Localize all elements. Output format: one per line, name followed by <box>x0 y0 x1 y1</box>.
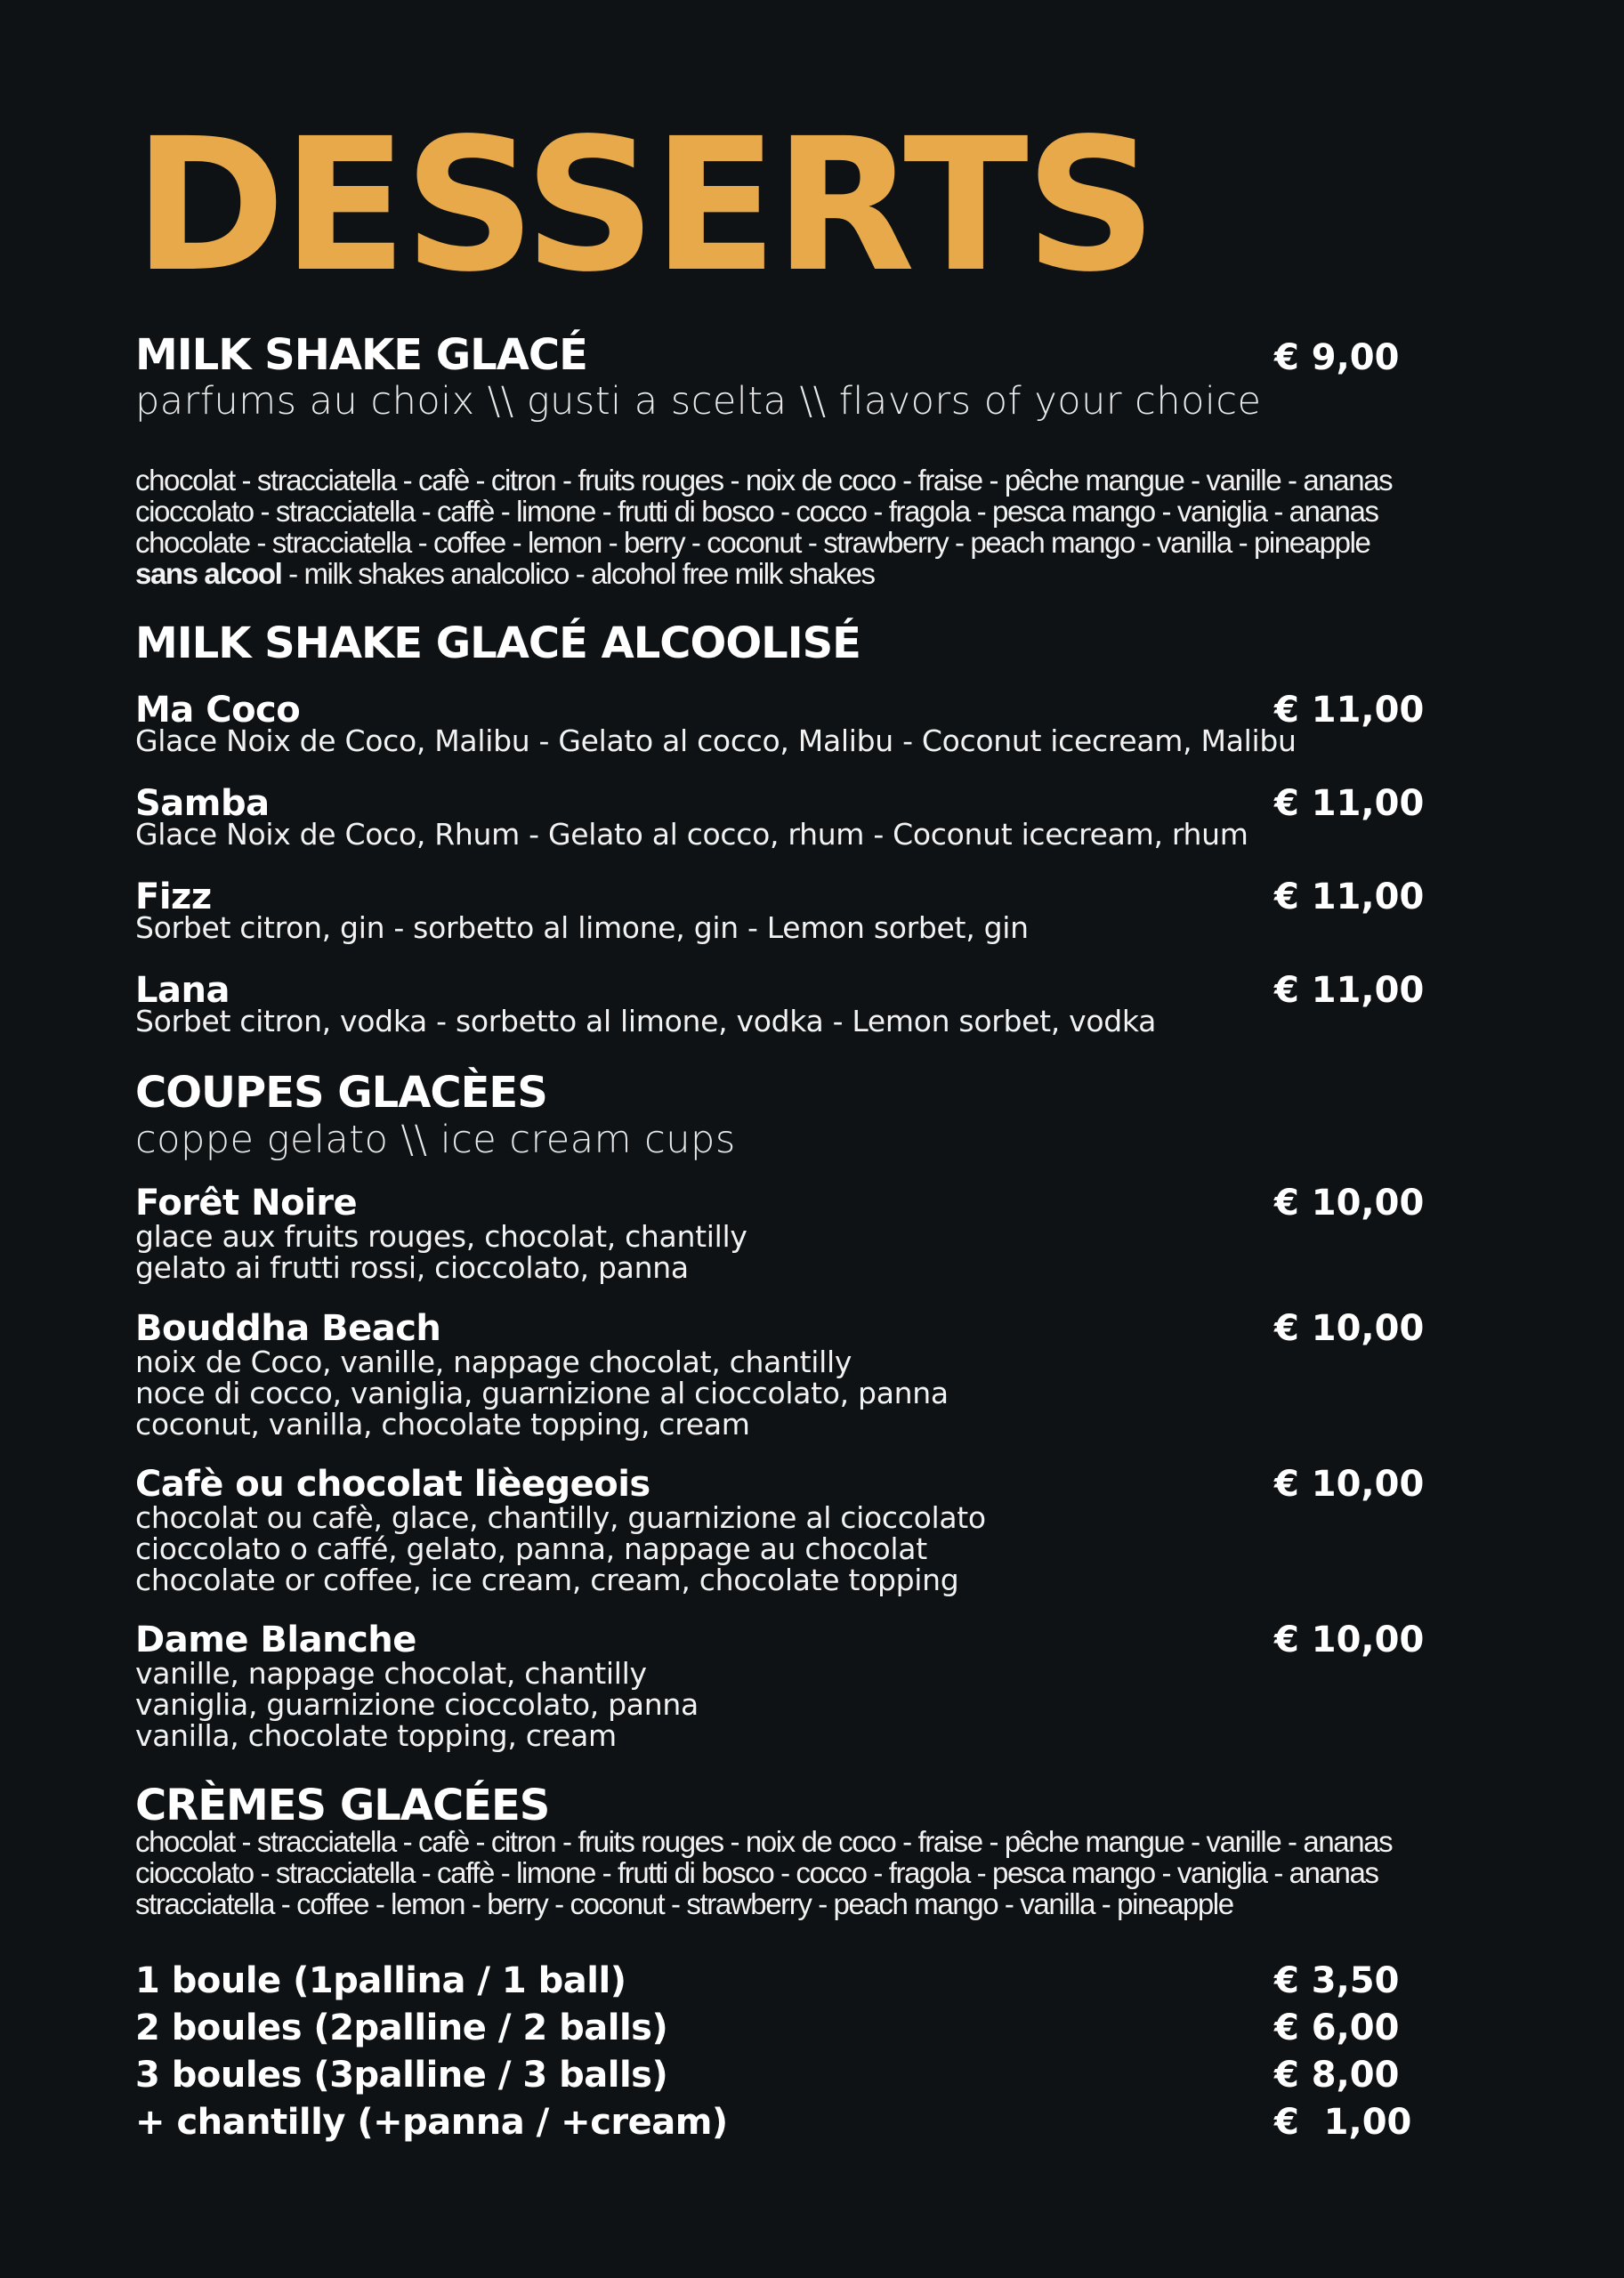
menu-item-name: Samba <box>135 783 270 824</box>
section-heading-cremes: CRÈMES GLACÉES <box>135 1781 550 1830</box>
scoop-price: € 1,00 <box>1274 2102 1412 2143</box>
menu-item-desc-line: noix de Coco, vanille, nappage chocolat, chantilly <box>135 1345 852 1379</box>
note-bold: sans alcool <box>135 557 282 590</box>
menu-item-name: Lana <box>135 970 230 1011</box>
menu-item-desc-line: vanille, nappage chocolat, chantilly <box>135 1656 647 1691</box>
menu-item-desc: Sorbet citron, vodka - sorbetto al limone, vodka - Lemon sorbet, vodka <box>135 1004 1157 1038</box>
menu-item-desc-line: cioccolato o caffé, gelato, panna, nappage au chocolat <box>135 1531 927 1566</box>
milkshake-flavors-it: cioccolato - stracciatella - caffè - limone - frutti di bosco - cocco - fragola - pesca mango - vaniglia - ananas <box>135 495 1378 528</box>
menu-item-price: € 11,00 <box>1274 690 1425 731</box>
scoop-price-label: 2 boules (2palline / 2 balls) <box>135 2007 668 2048</box>
menu-item-price: € 10,00 <box>1274 1183 1425 1224</box>
menu-item-price: € 10,00 <box>1274 1464 1425 1505</box>
milkshake-subtitle: parfums au choix \\ gusti a scelta \\ flavors of your choice <box>135 379 1262 424</box>
section-heading-milkshake: MILK SHAKE GLACÉ <box>135 330 587 380</box>
menu-item-desc-line: vaniglia, guarnizione cioccolato, panna <box>135 1687 699 1722</box>
cremes-flavors-en: stracciatella - coffee - lemon - berry - coconut - strawberry - peach mango - vanilla - pineapple <box>135 1887 1233 1920</box>
menu-item-desc: Sorbet citron, gin - sorbetto al limone, gin - Lemon sorbet, gin <box>135 910 1029 945</box>
menu-item-price: € 11,00 <box>1274 970 1425 1011</box>
cremes-flavors-it: cioccolato - stracciatella - caffè - limone - frutti di bosco - cocco - fragola - pesca mango - vaniglia - ananas <box>135 1856 1378 1889</box>
scoop-price: € 3,50 <box>1274 1960 1400 2001</box>
scoop-price-label: 3 boules (3palline / 3 balls) <box>135 2055 668 2096</box>
menu-item-price: € 10,00 <box>1274 1308 1425 1349</box>
menu-item-price: € 11,00 <box>1274 876 1425 917</box>
scoop-price-label: + chantilly (+panna / +cream) <box>135 2102 728 2143</box>
section-heading-coupes: COUPES GLACÈES <box>135 1068 547 1118</box>
menu-item-name: Dame Blanche <box>135 1620 416 1660</box>
scoop-price: € 6,00 <box>1274 2007 1400 2048</box>
menu-item-desc-line: coconut, vanilla, chocolate topping, cream <box>135 1407 750 1442</box>
scoop-price: € 8,00 <box>1274 2055 1400 2096</box>
menu-item-name: Ma Coco <box>135 690 301 731</box>
note-text: - milk shakes analcolico - alcohol free milk shakes <box>281 557 875 590</box>
menu-item-desc-line: chocolate or coffee, ice cream, cream, chocolate topping <box>135 1563 959 1597</box>
menu-item-desc-line: gelato ai frutti rossi, cioccolato, panna <box>135 1250 689 1285</box>
scoop-price-label: 1 boule (1pallina / 1 ball) <box>135 1960 626 2001</box>
menu-item-price: € 10,00 <box>1274 1620 1425 1660</box>
milkshake-price: € 9,00 <box>1274 337 1400 378</box>
section-heading-alcoholic: MILK SHAKE GLACÉ ALCOOLISÉ <box>135 618 860 668</box>
menu-item-name: Fizz <box>135 876 212 917</box>
menu-item-name: Forêt Noire <box>135 1183 358 1224</box>
menu-item-name: Cafè ou chocolat lièegeois <box>135 1464 650 1505</box>
menu-item-desc-line: chocolat ou cafè, glace, chantilly, guarnizione al cioccolato <box>135 1500 986 1535</box>
menu-item-desc: Glace Noix de Coco, Malibu - Gelato al cocco, Malibu - Coconut icecream, Malibu <box>135 723 1297 758</box>
coupes-subtitle: coppe gelato \\ ice cream cups <box>135 1118 736 1162</box>
milkshake-alcohol-free-note <box>135 558 875 589</box>
menu-item-desc-line: glace aux fruits rouges, chocolat, chantilly <box>135 1219 747 1254</box>
menu-item-price: € 11,00 <box>1274 783 1425 824</box>
menu-item-desc-line: noce di cocco, vaniglia, guarnizione al cioccolato, panna <box>135 1376 949 1410</box>
milkshake-flavors-en: chocolate - stracciatella - coffee - lemon - berry - coconut - strawberry - peach mango - vanilla - pineapple <box>135 526 1370 559</box>
menu-item-name: Bouddha Beach <box>135 1308 441 1349</box>
menu-item-desc: Glace Noix de Coco, Rhum - Gelato al cocco, rhum - Coconut icecream, rhum <box>135 817 1248 852</box>
cremes-flavors-fr: chocolat - stracciatella - cafè - citron - fruits rouges - noix de coco - fraise - pêche mangue - vanille - ananas <box>135 1825 1393 1858</box>
page-title: DESSERTS <box>133 99 1154 312</box>
milkshake-flavors-fr: chocolat - stracciatella - cafè - citron - fruits rouges - noix de coco - fraise - pêche mangue - vanille - ananas <box>135 464 1393 497</box>
menu-item-desc-line: vanilla, chocolate topping, cream <box>135 1718 617 1753</box>
